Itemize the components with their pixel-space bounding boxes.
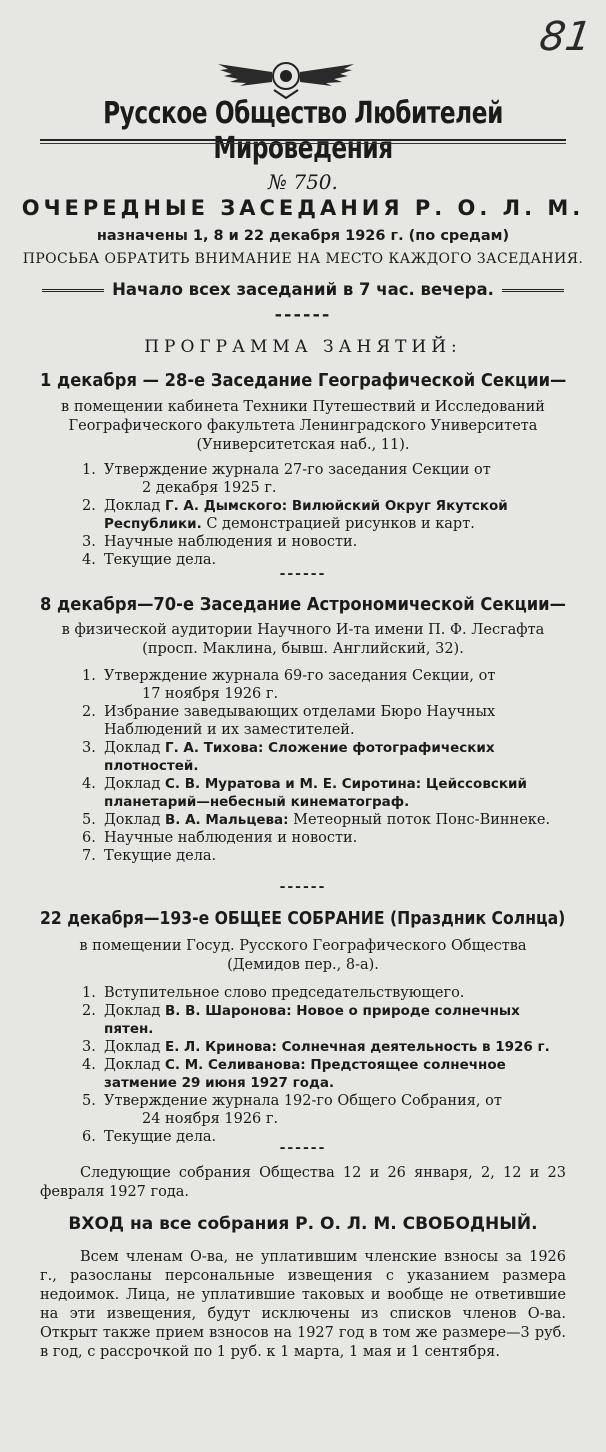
session-1-heading: 1 декабря — 28-е Заседание Географической Секции— (40, 370, 567, 391)
list-item: 7. Текущие дела. (82, 848, 217, 864)
session-1-location (40, 398, 566, 455)
winged-emblem-icon (214, 58, 358, 100)
list-item: 1. Вступительное слово председательствующего. (82, 985, 465, 1001)
start-time: Начало всех заседаний в 7 час. вечера. (112, 280, 494, 299)
society-title: Русское Общество Любителей Мироведения (103, 96, 503, 166)
meetings-dates: назначены 1, 8 и 22 декабря 1926 г. (по средам) (96, 228, 510, 244)
list-item: 5. Доклад В. А. Мальцева: Метеорный поток Понс-Виннеке. (82, 812, 551, 828)
next-meetings: Следующие собрания Общества 12 и 26 января, 2, 12 и 23 февраля 1927 года. (40, 1165, 566, 1200)
location-line: Географического факультета Ленинградского Университета (68, 418, 538, 434)
list-item: 2. Доклад Г. А. Дымского: Вилюйский Округ Якутской Республики. С демонстрацией рисунков и карт. (82, 498, 508, 532)
session-3-items (82, 984, 562, 1146)
title-rule (40, 139, 566, 141)
list-item: 3. Доклад Е. Л. Кринова: Солнечная деятельность в 1926 г. (82, 1039, 550, 1055)
session-3-location (40, 937, 566, 975)
list-item: 1. Утверждение журнала 69-го заседания Секции, от 17 ноября 1926 г. (82, 668, 496, 702)
separator: ------ (274, 304, 332, 325)
location-line: в физической аудитории Научного И-та имени П. Ф. Лесгафта (61, 622, 545, 638)
separator: ------ (279, 566, 327, 582)
location-line: (Демидов пер., 8-а). (227, 957, 379, 973)
members-notice: Всем членам О-ва, не уплатившим членские взносы за 1926 г., разосланы персональные извещения с указанием размера недоимок. Лица, не уплатившие таковых и вообще не ответившие на эти извещения, будут исключены из списков членов О-ва. Открыт также прием взносов на 1927 год в том же размере—3 руб. в год, с рассрочкой по 1 руб. к 1 марта, 1 мая и 1 сентября. (40, 1249, 566, 1360)
program-title: ПРОГРАММА ЗАНЯТИЙ: (144, 337, 462, 357)
list-item: 5. Утверждение журнала 192-го Общего Собрания, от 24 ноября 1926 г. (82, 1093, 502, 1127)
list-item: 6. Научные наблюдения и новости. (82, 830, 358, 846)
location-line: в помещении Госуд. Русского Географического Общества (79, 938, 527, 954)
location-line: в помещении кабинета Техники Путешествий и Исследований (61, 399, 545, 415)
double-rule-right (502, 289, 564, 292)
double-rule-left (42, 289, 104, 292)
session-1-items (82, 461, 562, 569)
list-item: 3. Научные наблюдения и новости. (82, 534, 358, 550)
session-2-heading: 8 декабря—70-е Заседание Астрономической Секции— (40, 594, 566, 615)
session-3-heading: 22 декабря—193-е ОБЩЕЕ СОБРАНИЕ (Праздник Солнца) (40, 908, 566, 929)
list-item: 4. Доклад С. М. Селиванова: Предстоящее солнечное затмение 29 июня 1927 года. (82, 1057, 506, 1091)
list-item: 1. Утверждение журнала 27-го заседания Секции от 2 декабря 1925 г. (82, 462, 491, 496)
separator: ------ (279, 879, 327, 895)
session-2-location (40, 621, 566, 659)
location-line: (просп. Маклина, бывш. Английский, 32). (142, 641, 464, 657)
location-line: (Университетская наб., 11). (196, 437, 410, 453)
start-time-line (0, 280, 606, 299)
issue-number: № 750. (268, 170, 338, 194)
free-entry: ВХОД на все собрания Р. О. Л. М. СВОБОДНЫЙ. (68, 1214, 538, 1234)
list-item: 6. Текущие дела. (82, 1129, 217, 1145)
separator: ------ (279, 1140, 327, 1156)
list-item: 2. Доклад В. В. Шаронова: Новое о природе солнечных пятен. (82, 1003, 520, 1037)
location-notice: ПРОСЬБА ОБРАТИТЬ ВНИМАНИЕ НА МЕСТО КАЖДОГО ЗАСЕДАНИЯ. (22, 251, 584, 267)
session-2-items (82, 667, 562, 865)
list-item: 4. Доклад С. В. Муратова и М. Е. Сиротина: Цейссовский планетарий—небесный кинематограф. (82, 776, 527, 810)
meetings-title: ОЧЕРЕДНЫЕ ЗАСЕДАНИЯ Р. О. Л. М. (21, 196, 585, 220)
handwritten-page-number: 81 (536, 14, 595, 60)
list-item: 2. Избрание заведывающих отделами Бюро Научных Наблюдений и их заместителей. (82, 704, 496, 738)
title-rule-thin (40, 143, 566, 144)
list-item: 3. Доклад Г. А. Тихова: Сложение фотографических плотностей. (82, 740, 495, 774)
list-item: 4. Текущие дела. (82, 552, 217, 568)
